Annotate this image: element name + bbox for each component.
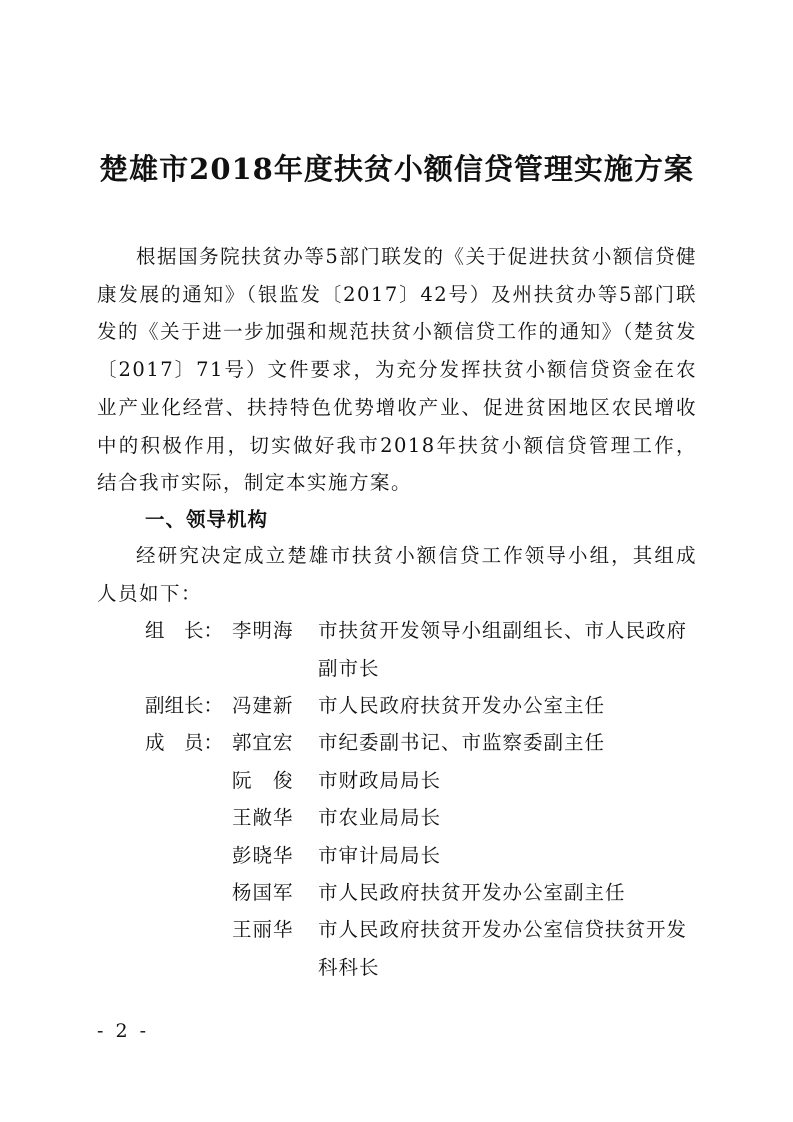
member-name: 郭宜宏 <box>232 731 294 754</box>
member-name: 王丽华 <box>232 918 294 941</box>
page-number: - 2 - <box>97 1020 150 1042</box>
member-duty: 市纪委副书记、市监察委副主任 <box>318 731 606 754</box>
member-duty: 市审计局局长 <box>318 844 442 867</box>
member-duty: 市财政局局长 <box>318 769 442 792</box>
body-paragraph: 根据国务院扶贫办等5部门联发的《关于促进扶贫小额信贷健康发展的通知》（银监发〔2017〕42号）及州扶贫办等5部门联发的《关于进一步加强和规范扶贫小额信贷工作的通知》（楚贫发〔2017〕71号）文件要求，为充分发挥扶贫小额信贷资金在农业产业化经营、扶持特色优势增收产业、促进贫困地区农民增收中的积极作用，切实做好我市2018年扶贫小额信贷管理工作，结合我市实际，制定本实施方案。 <box>97 245 697 495</box>
member-name: 李明海 <box>232 619 294 642</box>
section-heading: 一、领导机构 <box>145 508 269 531</box>
member-name: 彭晓华 <box>232 844 294 867</box>
member-role: 组 长： <box>145 619 224 642</box>
member-duty: 市人民政府扶贫开发办公室信贷扶贫开发科科长 <box>318 918 688 979</box>
section-intro: 经研究决定成立楚雄市扶贫小额信贷工作领导小组，其组成人员如下： <box>97 544 697 605</box>
member-duty: 市农业局局长 <box>318 806 442 829</box>
member-role: 成 员： <box>145 731 224 754</box>
member-name: 杨国军 <box>232 881 294 904</box>
member-duty: 市人民政府扶贫开发办公室副主任 <box>318 881 626 904</box>
member-name: 王敞华 <box>232 806 294 829</box>
member-duty: 市扶贫开发领导小组副组长、市人民政府副市长 <box>318 619 688 680</box>
member-name: 冯建新 <box>232 694 294 717</box>
member-duty: 市人民政府扶贫开发办公室主任 <box>318 694 606 717</box>
member-role: 副组长： <box>145 694 224 717</box>
document-title: 楚雄市2018年度扶贫小额信贷管理实施方案 <box>99 152 694 186</box>
member-name: 阮 俊 <box>232 769 294 792</box>
